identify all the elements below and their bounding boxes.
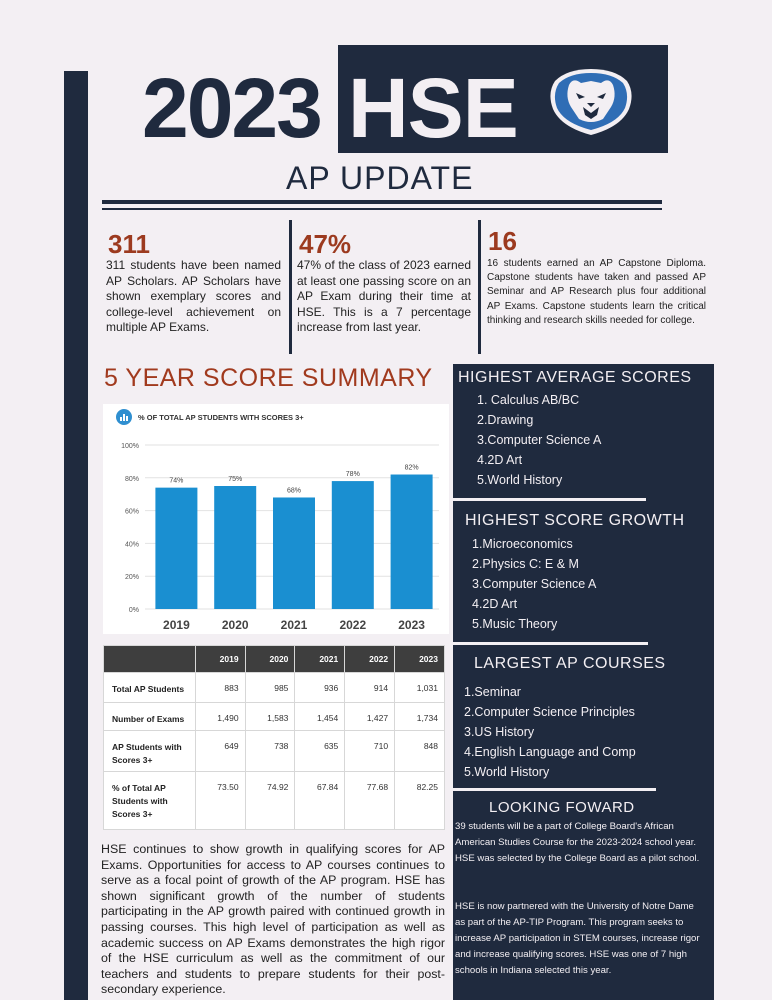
chart-title: % OF TOTAL AP STUDENTS WITH SCORES 3+ <box>138 413 304 422</box>
summary-title: 5 YEAR SCORE SUMMARY <box>104 364 433 392</box>
table-cell: 985 <box>245 673 295 703</box>
list-item: 4.2D Art <box>472 597 518 611</box>
list-item: 5.World History <box>464 765 550 779</box>
left-accent-bar <box>64 71 88 1000</box>
table-cell: 74.92 <box>245 772 295 830</box>
table-cell: 649 <box>195 731 245 772</box>
bar-value-label: 68% <box>286 487 302 495</box>
table-cell: 1,427 <box>345 703 395 731</box>
y-tick-label: 20% <box>124 574 139 582</box>
bar <box>155 488 197 609</box>
list-item: 3.Computer Science A <box>472 577 597 591</box>
largest-courses-title: LARGEST AP COURSES <box>474 655 666 672</box>
bar-value-label: 82% <box>404 464 419 472</box>
x-tick-label: 2019 <box>163 618 190 632</box>
table-cell: 1,734 <box>395 703 445 731</box>
x-tick-label: 2022 <box>339 618 367 632</box>
table-row <box>104 772 445 830</box>
table-cell: 848 <box>395 731 445 772</box>
list-item: 5.World History <box>477 473 563 487</box>
bar <box>273 497 315 609</box>
stat-description: 311 students have been named AP Scholars. AP Scholars have shown exemplary scores and college-level achievement on multiple AP Exams. <box>106 258 281 335</box>
table-header-cell: 2019 <box>195 646 245 673</box>
bar-value-label: 75% <box>228 476 243 483</box>
header-rule-thin <box>102 208 662 210</box>
list-item: 4.2D Art <box>477 453 523 467</box>
x-tick-label: 2021 <box>280 618 308 632</box>
table-cell: 67.84 <box>295 772 345 830</box>
looking-forward-paragraph: HSE is now partnered with the University of Notre Dame as part of the AP-TIP Program. This program seeks to increase AP participation in STEM courses, increase rigor and increase qualifying scores. HSE was one of 7 high schools in Indiana selected this year. <box>455 901 700 976</box>
table-cell: 1,583 <box>245 703 295 731</box>
stat-divider <box>478 220 481 354</box>
table-cell: 77.68 <box>345 772 395 830</box>
table-header-row <box>104 646 445 673</box>
list-item: 5.Music Theory <box>472 617 558 631</box>
table-header-cell: 2021 <box>295 646 345 673</box>
table-cell: 73.50 <box>195 772 245 830</box>
lion-mascot-icon <box>543 63 639 137</box>
header-rule <box>102 200 662 204</box>
table-cell: 710 <box>345 731 395 772</box>
table-row <box>104 731 445 772</box>
stat-number: 16 <box>488 226 517 256</box>
x-tick-label: 2020 <box>221 618 249 632</box>
bar-value-label: 74% <box>169 477 184 485</box>
highest-average-list <box>477 390 601 490</box>
table-cell: 1,454 <box>295 703 345 731</box>
table-cell: 914 <box>345 673 395 703</box>
ap-summary-table <box>103 645 449 833</box>
table-cell: 738 <box>245 731 295 772</box>
bar-chart-icon-bar <box>126 416 128 421</box>
highest-growth-title: HIGHEST SCORE GROWTH <box>465 512 685 529</box>
list-item: 3.US History <box>464 725 535 739</box>
table-cell: 936 <box>295 673 345 703</box>
summary-paragraph: HSE continues to show growth in qualifying scores for AP Exams. Opportunities for access to AP courses continues to serve as a focal point of growth of the AP program. HSE has shown significant growth of the number of students participating in the AP growth paired with continued growth in passing courses. This high level of participation as well as academic success on AP Exams demonstrates the high rigor of the HSE curriculum as well as the commitment of our teachers and students to prepare students for their post-secondary experience. <box>101 842 445 997</box>
stat-description: 47% of the class of 2023 earned at least one passing score on an AP Exam during their time at HSE. This is a 7 percentage increase from last year. <box>297 258 471 335</box>
looking-forward-title: LOOKING FOWARD <box>489 799 635 816</box>
largest-courses-list <box>464 682 636 782</box>
table-row <box>104 673 445 703</box>
table-header-cell: 2022 <box>345 646 395 673</box>
y-tick-label: 60% <box>124 508 139 516</box>
stat-number: 311 <box>108 229 150 259</box>
table-cell: 1,031 <box>395 673 445 703</box>
list-item: 1.Seminar <box>464 685 521 699</box>
section-divider <box>453 642 648 645</box>
table-cell: 635 <box>295 731 345 772</box>
highest-average-title: HIGHEST AVERAGE SCORES <box>458 369 692 386</box>
y-tick-label: 40% <box>124 541 139 549</box>
subtitle: AP UPDATE <box>286 160 474 196</box>
right-sidebar <box>453 364 714 1000</box>
list-item: 2.Computer Science Principles <box>464 705 635 719</box>
header-school-name: HSE <box>348 61 518 155</box>
x-tick-label: 2023 <box>398 618 425 632</box>
table-cell: 82.25 <box>395 772 445 830</box>
table-header-cell <box>104 646 196 673</box>
list-item: 1.Microeconomics <box>472 537 573 551</box>
list-item: 4.English Language and Comp <box>464 745 636 759</box>
score-chart <box>103 404 449 634</box>
list-item: 3.Computer Science A <box>477 433 602 447</box>
stat-divider <box>289 220 292 354</box>
table-row <box>104 703 445 731</box>
y-tick-label: 0% <box>128 607 139 614</box>
section-divider <box>453 498 646 501</box>
list-item: 2.Physics C: E & M <box>472 557 579 571</box>
row-label: % of Total AP Students with Scores 3+ <box>104 772 196 830</box>
stat-description: 16 students earned an AP Capstone Diploma. Capstone students have taken and passed AP Seminar and AP Research plus four additional AP Exams. Capstone students learn the critical thinking and research skills needed for college. <box>487 258 706 326</box>
bar <box>332 481 374 609</box>
highest-growth-list <box>472 534 596 634</box>
y-tick-label: 100% <box>121 443 139 450</box>
header-year: 2023 <box>142 61 321 155</box>
table-cell: 883 <box>195 673 245 703</box>
stat-number: 47% <box>299 229 352 259</box>
bar-chart-icon-bar <box>120 417 122 421</box>
table-header-cell: 2020 <box>245 646 295 673</box>
section-divider <box>453 788 656 791</box>
list-item: 2.Drawing <box>477 413 534 427</box>
list-item: 1. Calculus AB/BC <box>477 393 580 407</box>
looking-forward-paragraph: 39 students will be a part of College Board's African American Studies Course for the 2023-2024 school year. HSE was selected by the College Board as a pilot school. <box>455 821 700 864</box>
bar <box>214 486 256 609</box>
score-chart-svg <box>103 404 449 634</box>
row-label: AP Students with Scores 3+ <box>104 731 196 772</box>
row-label: Number of Exams <box>104 703 196 731</box>
bar-chart-icon-bar <box>123 414 125 421</box>
table-header-cell: 2023 <box>395 646 445 673</box>
bar-value-label: 78% <box>345 471 360 479</box>
row-label: Total AP Students <box>104 673 196 703</box>
ap-table <box>103 645 445 830</box>
y-tick-label: 80% <box>124 475 139 483</box>
bar <box>391 475 433 609</box>
table-cell: 1,490 <box>195 703 245 731</box>
